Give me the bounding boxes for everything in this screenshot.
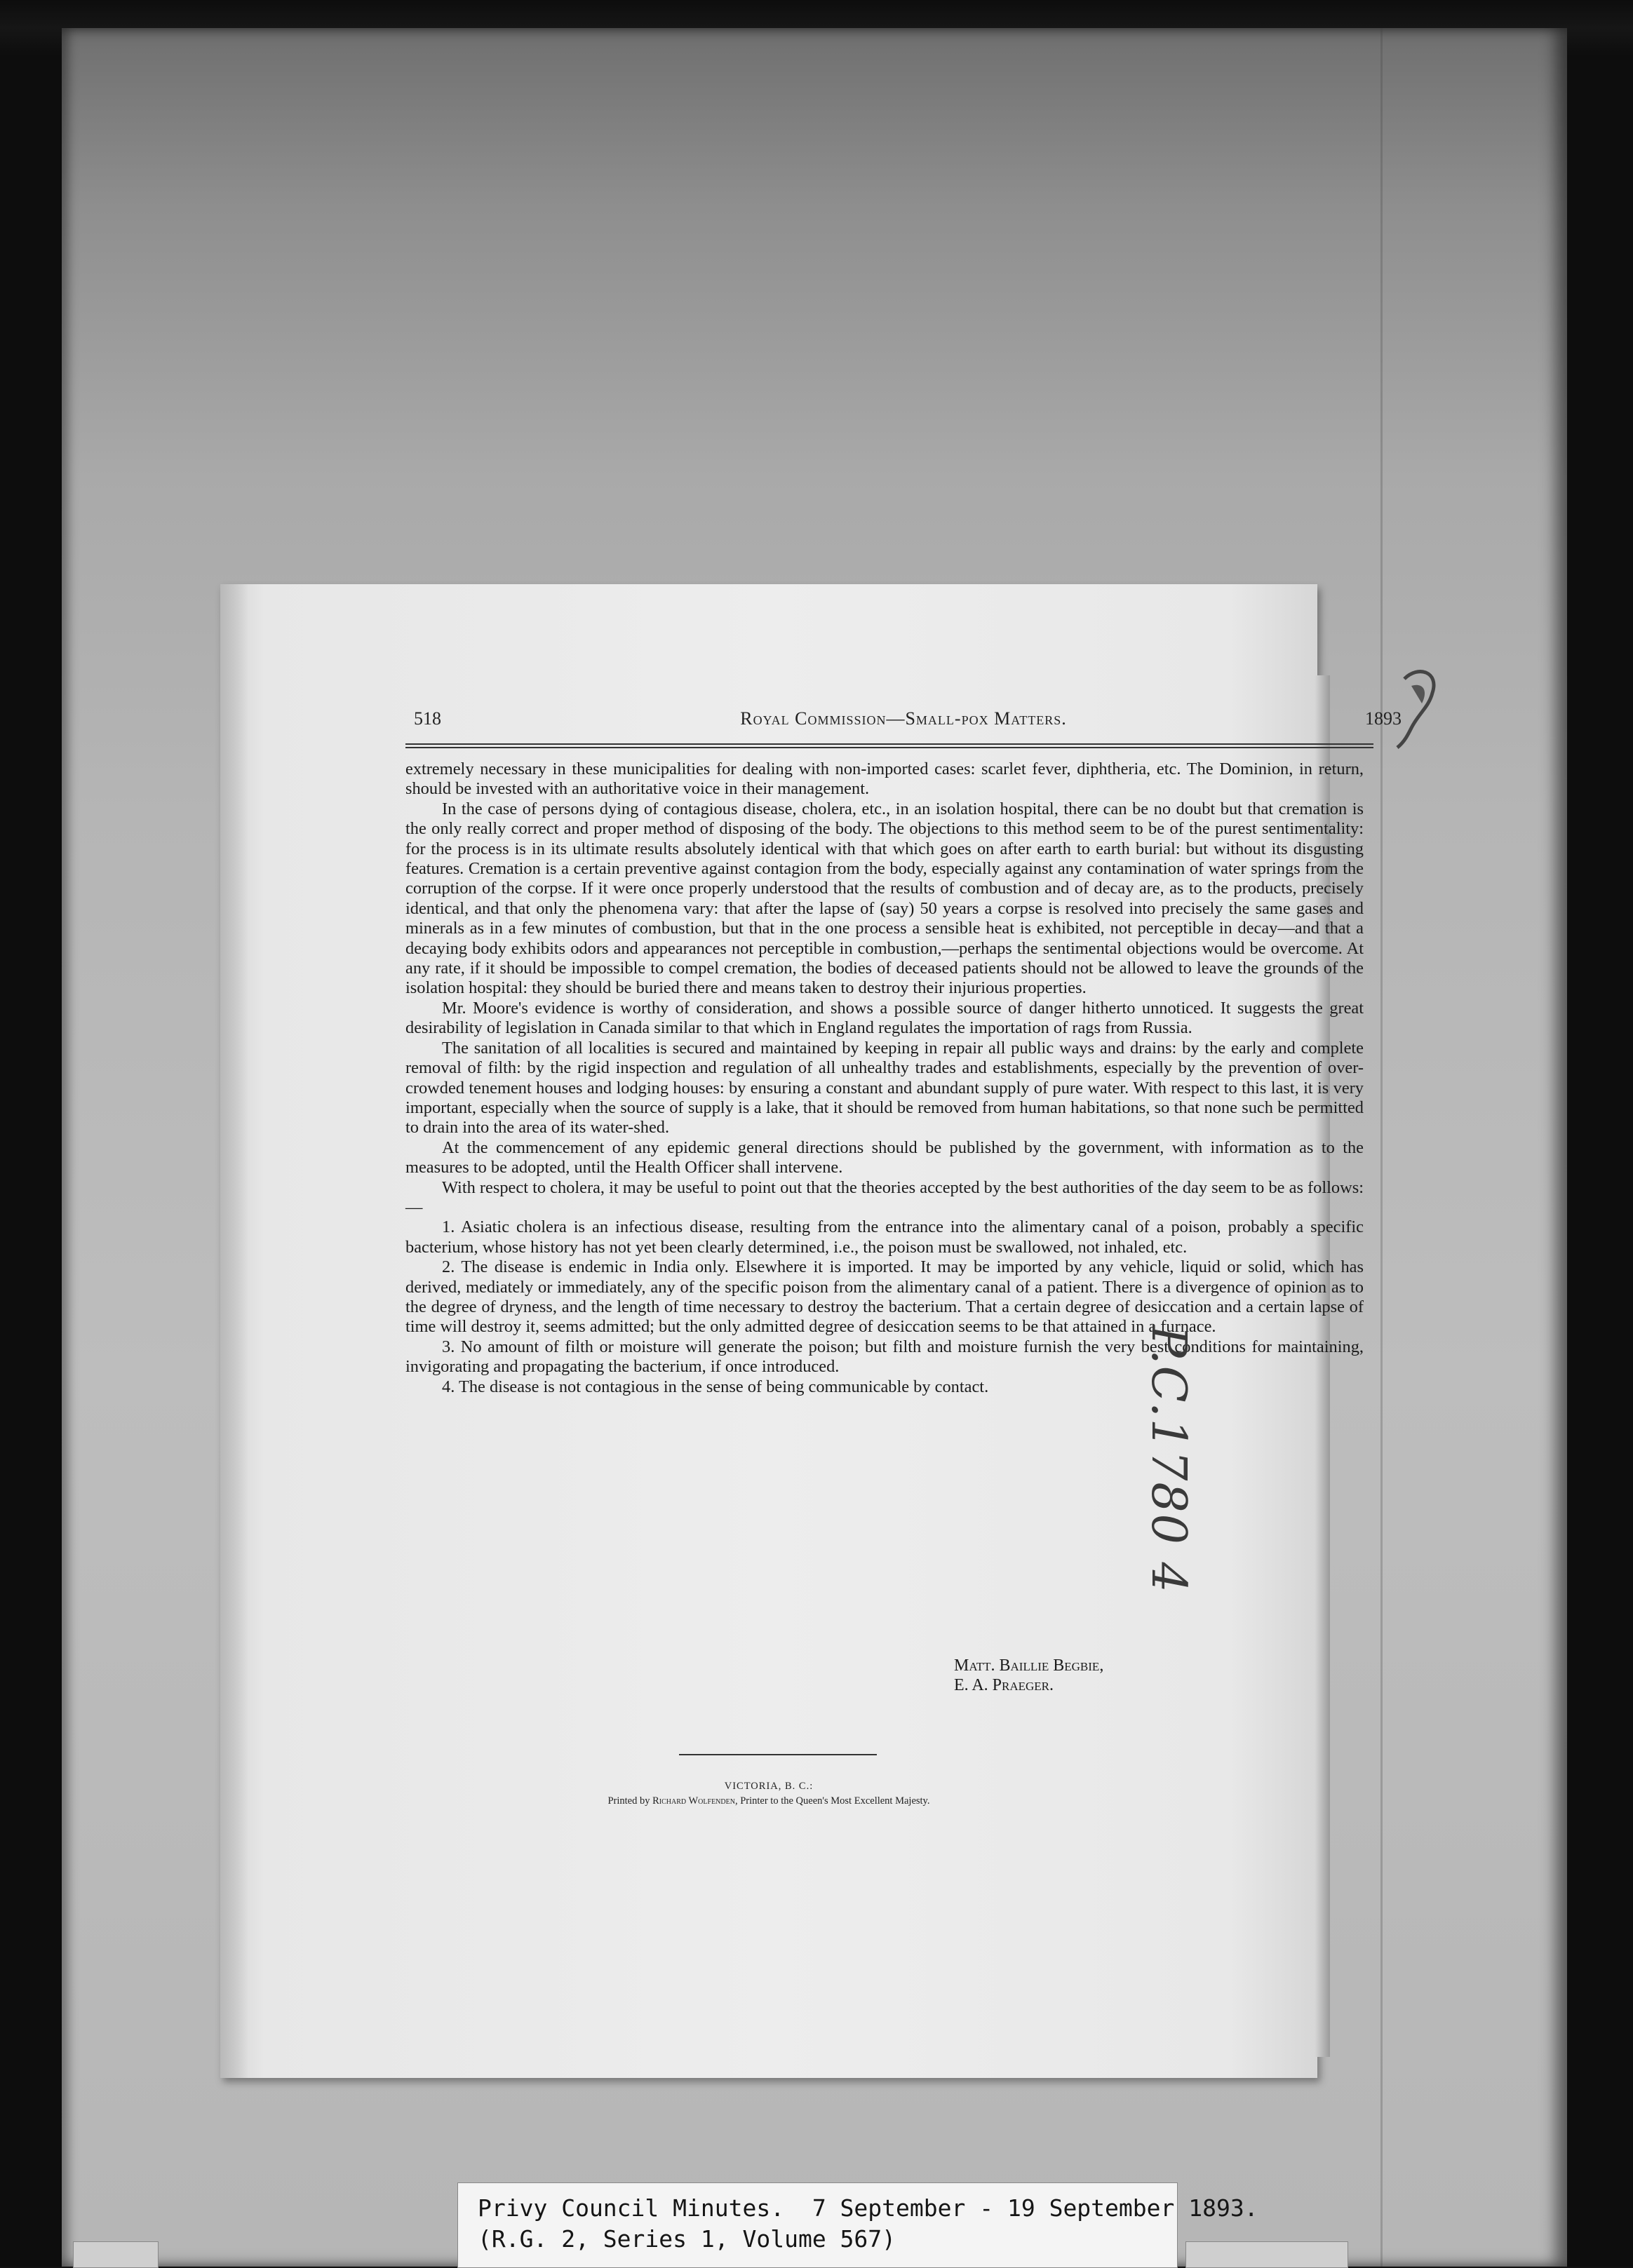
signature: Matt. Baillie Begbie,	[954, 1656, 1104, 1675]
signature: E. A. Praeger.	[954, 1676, 1054, 1694]
archive-label-line: Privy Council Minutes. 7 September - 19 September 1893.	[478, 2194, 1258, 2222]
board-crease	[1380, 28, 1383, 2267]
numbered-paragraph: 3. No amount of filth or moisture will generate the poison; but filth and moisture furnish the very best conditions for maintaining, invigorating and propagating the bacterium, if once introduced.	[405, 1337, 1364, 1377]
left-corner-tab	[73, 2241, 159, 2268]
signature-block	[954, 1656, 1103, 1695]
paragraph: The sanitation of all localities is secured and maintained by keeping in repair all public ways and drains: by the early and complete removal of filth: by the rigid inspection and regulation of all unhealthy trades and establishments, especially by the prevention of over-crowded tenement houses and lodging houses: by ensuring a constant and abundant supply of pure water. With respect to this last, it is very important, especially when the source of supply is a lake, that it should be removed from human habitations, so that none such be permitted to drain into the area of its water-shed.	[405, 1038, 1364, 1138]
imprint-printer	[220, 1795, 1317, 1807]
numbered-paragraph: 1. Asiatic cholera is an infectious disease, resulting from the entrance into the alimentary canal of a poison, probably a specific bacterium, whose history has not yet been clearly determined, i.e., the poison must be swallowed, not inhaled, etc.	[405, 1217, 1364, 1257]
imprint-printer-title: Printer to the Queen's Most Excellent Majesty.	[740, 1795, 930, 1807]
paragraph: extremely necessary in these municipalities for dealing with non-imported cases: scarlet fever, diphtheria, etc. The Dominion, in return, should be invested with an authoritative voice in their management.	[405, 760, 1364, 799]
running-title: Royal Commission—Small-pox Matters.	[740, 708, 1067, 729]
page-number: 518	[414, 708, 441, 729]
running-header	[405, 706, 1402, 734]
paragraph: In the case of persons dying of contagious disease, cholera, etc., in an isolation hospital, there can be no doubt but that cremation is the only really correct and proper method of disposing of the body. The objections to this method seem to be of the purest sentimentality: for the process is in its ultimate results absolutely identical with that which goes on after earth to earth burial: but without its disgusting features. Cremation is a certain preventive against contagion from the body, especially against any contamination of water springs from the corruption of the corpse. If it were once properly understood that the results of combustion and of decay are, as to the products, precisely identical, and that only the phenomena vary: that after the lapse of (say) 50 years a corpse is resolved into precisely the same gases and minerals as in a few minutes of combustion, but that in the one process a sensible heat is exhibited, not perceptible in decay—and that a decaying body exhibits odors and appearances not perceptible in combustion,—perhaps the sentimental objections would be overcome. At any rate, if it should be impossible to compel cremation, the bodies of deceased patients should not be allowed to leave the grounds of the isolation hospital: they should be buried there and means taken to destroy their injurious properties.	[405, 799, 1364, 998]
imprint-printer-name: Richard Wolfenden,	[652, 1795, 738, 1807]
numbered-paragraph: 4. The disease is not contagious in the sense of being communicable by contact.	[442, 1377, 989, 1396]
header-double-rule	[405, 743, 1373, 745]
handwritten-file-number: P.C.1780 4	[1141, 1325, 1196, 1594]
body-text	[405, 760, 1364, 1397]
page-year: 1893	[1365, 708, 1402, 729]
page-left-shadow	[220, 584, 248, 2078]
numbered-paragraph: 2. The disease is endemic in India only. Elsewhere it is imported. It may be imported by any vehicle, liquid or solid, which has derived, mediately or immediately, any of the specific poison from the alimentary canal of a patient. There is a divergence of opinion as to the degree of dryness, and the length of time necessary to destroy the bacterium. That a certain degree of desiccation and a certain lapse of time will destroy it, seems admitted; but the only admitted degree of desiccation seems to be that attained in a furnace.	[405, 1257, 1364, 1337]
imprint-rule	[679, 1754, 877, 1755]
paragraph: With respect to cholera, it may be useful to point out that the theories accepted by the best authorities of the day seem to be as follows:—	[405, 1177, 1364, 1217]
imprint-city: VICTORIA, B. C.:	[724, 1781, 814, 1792]
right-corner-tab	[1185, 2241, 1348, 2268]
paragraph: At the commencement of any epidemic general directions should be published by the government, with information as to the measures to be adopted, until the Health Officer shall intervene.	[405, 1138, 1364, 1177]
archive-label-line: (R.G. 2, Series 1, Volume 567)	[478, 2225, 896, 2253]
archive-label	[457, 2182, 1258, 2268]
imprint-printed-by: Printed by	[607, 1795, 650, 1807]
paragraph: Mr. Moore's evidence is worthy of consideration, and shows a possible source of danger hitherto unnoticed. It suggests the great desirability of legislation in Canada similar to that which in England regulates the importation of rags from Russia.	[405, 998, 1364, 1038]
